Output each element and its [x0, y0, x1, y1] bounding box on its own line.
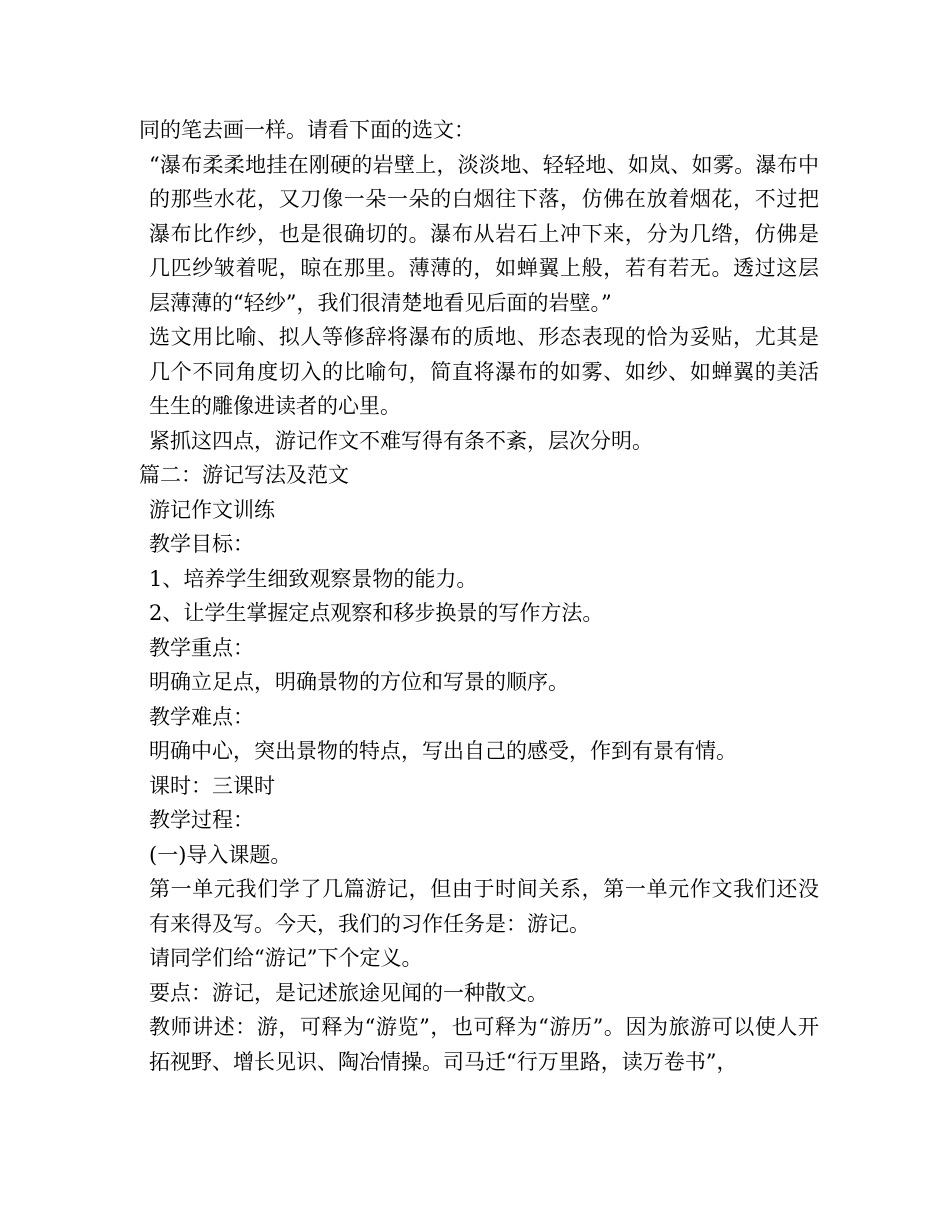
paragraph: 游记作文训练: [149, 497, 275, 522]
paragraph: 2、让学生掌握定点观察和移步换景的写作方法。: [149, 601, 604, 625]
paragraph: 课时：三课时: [149, 773, 275, 798]
paragraph: 教师讲述：游，可释为“游览”，也可释为“游历”。因为旅游可以使人开拓视野、增长见识、陶冶情操。司马迁“行万里路，读万卷书”，: [149, 1015, 819, 1074]
paragraph: 选文用比喻、拟人等修辞将瀑布的质地、形态表现的恰为妥贴，尤其是几个不同角度切入的比喻句，简直将瀑布的如雾、如纱、如蝉翼的美活生生的雕像进读者的心里。: [149, 325, 819, 418]
paragraph: 教学目标：: [149, 532, 254, 556]
paragraph: 明确中心，突出景物的特点，写出自己的感受，作到有景有情。: [149, 739, 737, 763]
document-body: [139, 113, 819, 1079]
paragraph: 教学难点：: [149, 704, 254, 729]
paragraph: 1、培养学生细致观察景物的能力。: [149, 566, 478, 591]
paragraph: “瀑布柔柔地挂在刚硬的岩壁上，淡淡地、轻轻地、如岚、如雾。瀑布中的那些水花，又刀像一朵一朵的白烟往下落，仿佛在放着烟花，不过把瀑布比作纱，也是很确切的。瀑布从岩石上冲下来，分为几绺，仿佛是几匹纱皱着呢，晾在那里。薄薄的，如蝉翼上般，若有若无。透过这层层薄薄的“轻纱”，我们很清楚地看见后面的岩壁。”: [149, 152, 819, 315]
paragraph: 要点：游记，是记述旅途见闻的一种散文。: [149, 980, 548, 1005]
section-heading: 篇二：游记写法及范文: [139, 463, 349, 487]
paragraph: 第一单元我们学了几篇游记，但由于时间关系，第一单元作文我们还没有来得及写。今天，我们的习作任务是：游记。: [149, 877, 819, 936]
paragraph: 教学过程：: [149, 808, 254, 832]
paragraph: 明确立足点，明确景物的方位和写景的顺序。: [149, 670, 569, 694]
paragraph: 请同学们给“游记”下个定义。: [149, 946, 423, 970]
paragraph: 同的笔去画一样。请看下面的选文：: [139, 118, 475, 142]
paragraph: (一)导入课题。: [149, 842, 292, 867]
paragraph: 紧抓这四点，游记作文不难写得有条不紊，层次分明。: [149, 428, 653, 453]
paragraph: 教学重点：: [149, 635, 254, 660]
